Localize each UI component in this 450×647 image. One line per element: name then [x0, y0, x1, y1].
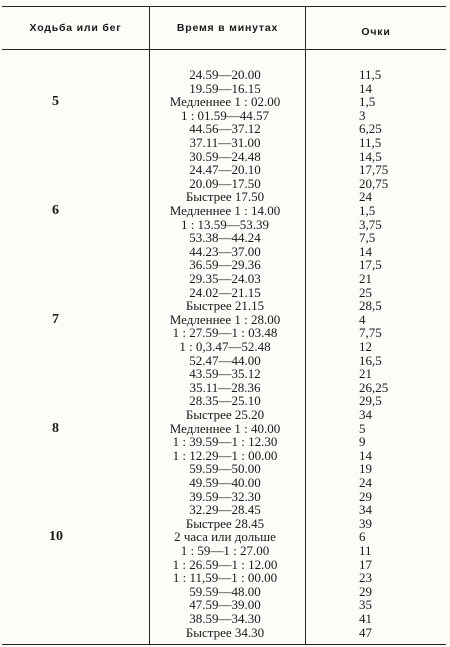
points-value: 11 — [359, 543, 372, 558]
time-range: Быстрее 17.50 — [185, 189, 265, 205]
points-value: 24 — [359, 189, 372, 205]
points-value: 34 — [359, 502, 372, 518]
points-value: 35 — [359, 597, 372, 613]
time-range: Медленнее 1 : 14.00 — [169, 203, 281, 218]
time-range: 1 : 27.59—1 : 03.48 — [172, 325, 278, 341]
time-range: 49.59—40.00 — [189, 475, 261, 490]
points-value: 4 — [359, 311, 366, 327]
points-value: 34 — [359, 407, 372, 422]
time-range: 38.59—34.30 — [189, 611, 261, 626]
points-value: 14 — [359, 80, 372, 96]
points-value: 12 — [359, 339, 372, 354]
points-value: 28,5 — [359, 298, 382, 314]
points-value: 41 — [359, 611, 372, 626]
time-range: 43.59—35.12 — [189, 366, 261, 382]
points-value: 7,5 — [359, 230, 376, 246]
time-range: 28.35—25.10 — [189, 393, 261, 409]
points-value: 26,25 — [359, 379, 389, 395]
time-range: 59.59—50.00 — [189, 461, 261, 477]
time-range: Медленнее 1 : 02.00 — [169, 94, 281, 110]
time-range: 24.02—21.15 — [189, 284, 261, 300]
header-walk-or-run: Ходьба или бег — [29, 22, 122, 34]
time-range: 52.47—44.00 — [189, 352, 261, 368]
time-range: 53.38—44.24 — [189, 230, 261, 246]
time-range: 1 : 0,3.47—52.48 — [179, 339, 271, 354]
column-divider — [305, 7, 306, 644]
time-range: 35.11—28.36 — [189, 379, 261, 395]
points-value: 29 — [359, 583, 372, 599]
time-range: 1 : 26.59—1 : 12.00 — [172, 556, 278, 572]
points-value: 6,25 — [359, 121, 382, 137]
time-range: 59.59—48.00 — [189, 583, 261, 599]
points-value: 20,75 — [359, 175, 389, 191]
time-range: 24.47—20.10 — [189, 162, 261, 178]
points-value: 14 — [359, 447, 372, 463]
time-range: Медленнее 1 : 28.00 — [169, 311, 281, 327]
points-value: 29,5 — [359, 393, 382, 409]
time-range: 37.11—31.00 — [189, 135, 261, 150]
header-points: Очки — [361, 26, 391, 38]
time-range: 30.59—24.48 — [189, 148, 261, 164]
time-range: 20.09—17.50 — [189, 175, 261, 191]
time-range: 19.59—16.15 — [189, 80, 261, 96]
points-value: 1,5 — [359, 94, 376, 110]
points-value: 17,5 — [359, 257, 382, 273]
time-range: 1 : 11,59—1 : 00.00 — [172, 570, 278, 586]
points-value: 1,5 — [359, 203, 376, 218]
points-value: 21 — [359, 271, 372, 286]
time-range: Быстрее 34.30 — [185, 624, 265, 640]
points-value: 16,5 — [359, 352, 382, 368]
time-range: 1 : 59—1 : 27.00 — [180, 543, 270, 558]
scoring-table — [2, 6, 446, 645]
points-value: 39 — [359, 515, 372, 531]
time-range: 39.59—32.30 — [189, 488, 261, 504]
points-value: 23 — [359, 570, 372, 586]
time-range: 1 : 12.29—1 : 00.00 — [172, 447, 278, 463]
points-value: 3,75 — [359, 216, 382, 232]
points-value: 5 — [359, 420, 366, 436]
time-range: 44.56—37.12 — [189, 121, 261, 137]
time-range: 32.29—28.45 — [189, 502, 261, 518]
time-range: Быстрее 28.45 — [185, 515, 265, 531]
time-range: Быстрее 21.15 — [185, 298, 265, 314]
points-value: 14,5 — [359, 148, 382, 164]
points-value: 24 — [359, 475, 372, 490]
time-range: 1 : 13.59—53.39 — [180, 216, 270, 232]
points-value: 7,75 — [359, 325, 382, 341]
points-value: 11,5 — [359, 135, 382, 150]
points-value: 19 — [359, 461, 372, 477]
walk-distance: 6 — [52, 203, 59, 218]
points-value: 11,5 — [359, 67, 382, 82]
points-value: 47 — [359, 624, 372, 640]
header-time-minutes: Время в минутах — [176, 22, 279, 34]
column-divider — [149, 7, 150, 644]
points-value: 14 — [359, 243, 372, 259]
time-range: Медленнее 1 : 40.00 — [169, 420, 281, 436]
walk-distance: 5 — [52, 94, 59, 110]
time-range: 29.35—24.03 — [189, 271, 261, 286]
points-value: 6 — [359, 529, 366, 545]
points-value: 17 — [359, 556, 372, 572]
points-value: 17,75 — [359, 162, 389, 178]
time-range: 44.23—37.00 — [189, 243, 261, 259]
time-range: Быстрее 25.20 — [185, 407, 265, 422]
time-range: 2 часа или дольше — [174, 529, 276, 545]
walk-distance: 8 — [52, 420, 59, 436]
points-value: 9 — [359, 434, 366, 450]
points-value: 21 — [359, 366, 372, 382]
time-range: 1 : 39.59—1 : 12.30 — [172, 434, 278, 450]
walk-distance: 10 — [49, 529, 63, 545]
points-value: 25 — [359, 284, 372, 300]
points-value: 29 — [359, 488, 372, 504]
header-divider — [2, 49, 446, 50]
points-value: 3 — [359, 107, 366, 123]
walk-distance: 7 — [52, 311, 59, 327]
time-range: 1 : 01.59—44.57 — [180, 107, 270, 123]
time-range: 36.59—29.36 — [189, 257, 261, 273]
time-range: 24.59—20.00 — [189, 67, 261, 82]
time-range: 47.59—39.00 — [189, 597, 261, 613]
